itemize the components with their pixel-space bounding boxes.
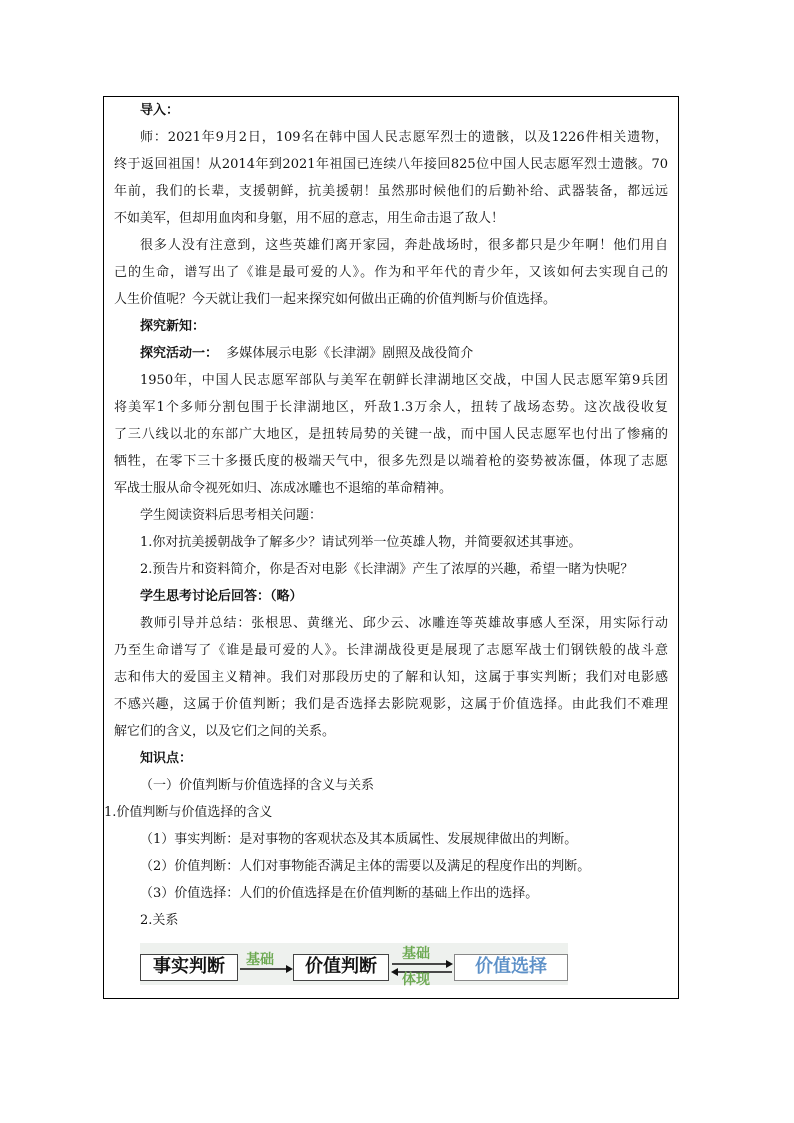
- battle-line: 1950年，中国人民志愿军部队与美军在朝鲜长津湖地区交战，中国人民志愿军第9兵团: [140, 373, 668, 388]
- definition-value-judgment: （2）价值判断：人们对事物能否满足主体的需要以及满足的程度作出的判断。: [140, 859, 591, 874]
- teacher-line: 解它们的含义，以及它们之间的关系。: [114, 724, 336, 739]
- student-answer: 学生思考讨论后回答：（略）: [140, 589, 303, 604]
- intro-line: 年前，我们的长辈，支援朝鲜，抗美援朝！虽然那时候他们的后勤补给、武器装备，都远远: [114, 184, 668, 199]
- activity-line: [114, 340, 668, 367]
- intro-line: 师：2021年9月2日，109名在韩中国人民志愿军烈士的遗骸，以及1226件相关遗物，: [140, 130, 668, 145]
- activity-desc: 多媒体展示电影《长津湖》剧照及战役简介: [226, 346, 474, 361]
- activity-title: 探究活动一：: [140, 346, 219, 361]
- student-prompt: 学生阅读资料后思考相关问题：: [140, 508, 323, 523]
- intro2-line: 人生价值呢？今天就让我们一起来探究如何做出正确的价值判断与价值选择。: [114, 292, 557, 307]
- box-value-judgment: 价值判断: [293, 954, 389, 981]
- label-basis-1: 基础: [246, 952, 274, 968]
- intro-heading: 导入：: [140, 103, 180, 118]
- battle-line: 军战士服从命令视死如归、冻成冰雕也不退缩的革命精神。: [114, 481, 453, 496]
- arrow-head-left: [391, 968, 398, 976]
- teacher-line: 不感兴趣，这属于价值判断；我们是否选择去影院观影，这属于价值选择。由此我们不难理: [114, 697, 668, 712]
- definition-value-choice: （3）价值选择：人们的价值选择是在价值判断的基础上作出的选择。: [140, 886, 539, 901]
- battle-line: 了三八线以北的东部广大地区，是扭转局势的关键一战，而中国人民志愿军也付出了惨痛的: [114, 427, 668, 442]
- battle-line: 牺牲，在零下三十多摄氏度的极端天气中，很多先烈是以端着枪的姿势被冻僵，体现了志愿: [114, 454, 668, 469]
- question-1: 1.你对抗美援朝战争了解多少？请试列举一位英雄人物，并简要叙述其事迹。: [140, 535, 582, 550]
- intro2-line: 很多人没有注意到，这些英雄们离开家园，奔赴战场时，很多都只是少年啊！他们用自: [140, 238, 668, 253]
- arrow-head-right: [286, 965, 293, 973]
- intro2-line: 己的生命，谱写出了《谁是最可爱的人》。作为和平年代的青少年，又该如何去实现自己的: [114, 265, 668, 280]
- lesson-table-cell: [103, 96, 679, 999]
- teacher-line: 志和伟大的爱国主义精神。我们对那段历史的了解和认知，这属于事实判断；我们对电影感: [114, 670, 668, 685]
- label-basis-2: 基础: [402, 946, 430, 962]
- arrow-head-right: [446, 960, 453, 968]
- question-2: 2.预告片和资料简介，你是否对电影《长津湖》产生了浓厚的兴趣，希望一睹为快呢？: [140, 562, 634, 577]
- label-embody: 体现: [402, 972, 430, 988]
- teacher-line: 乃至生命谱写了《谁是最可爱的人》。长津湖战役更是展现了志愿军战士们钢铁般的战斗意: [114, 643, 668, 658]
- section-heading: （一）价值判断与价值选择的含义与关系: [140, 778, 375, 793]
- intro-line: 不如美军，但却用血肉和身躯，用不屈的意志，用生命击退了敌人！: [114, 211, 505, 226]
- explore-heading: 探究新知：: [140, 319, 206, 334]
- lesson-content: [104, 97, 678, 934]
- box-fact-judgment: 事实判断: [140, 954, 238, 981]
- relation-diagram: [140, 943, 568, 988]
- teacher-line: 教师引导并总结：张根思、黄继光、邱少云、冰雕连等英雄故事感人至深，用实际行动: [140, 616, 668, 631]
- box-value-choice: 价值选择: [454, 954, 568, 981]
- item-2: 2.关系: [140, 913, 179, 928]
- definition-fact: （1）事实判断：是对事物的客观状态及其本质属性、发展规律做出的判断。: [140, 832, 578, 847]
- intro-line: 终于返回祖国！从2014年到2021年祖国已连续八年接回825位中国人民志愿军烈士遗骸。70: [114, 157, 668, 172]
- item-1: 1.价值判断与价值选择的含义: [104, 805, 273, 820]
- battle-line: 将美军1个多师分割包围于长津湖地区，歼敌1.3万余人，扭转了战场态势。这次战役收复: [114, 400, 668, 415]
- knowledge-heading: 知识点：: [140, 751, 193, 766]
